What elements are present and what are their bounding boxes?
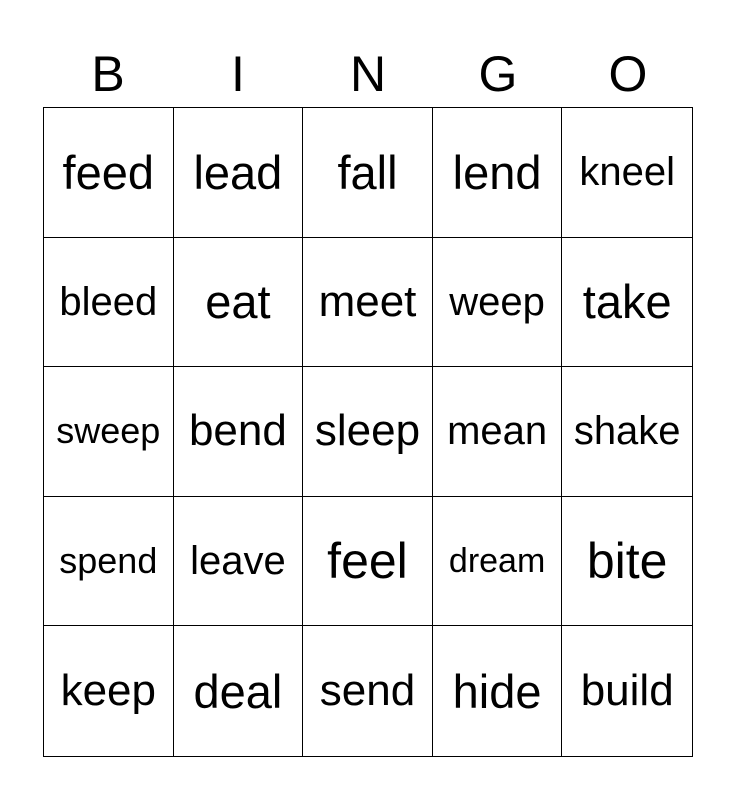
cell-word: bite [586,533,668,590]
bingo-cell[interactable] [303,108,433,238]
cell-word: take [582,275,672,329]
bingo-cell[interactable] [562,367,692,497]
cell-word: bleed [59,279,158,324]
bingo-cell[interactable] [433,108,563,238]
cell-word: dream [448,542,546,581]
bingo-cell[interactable] [562,108,692,238]
bingo-cell[interactable] [174,238,304,368]
cell-word: lend [452,145,542,199]
cell-word: feel [327,533,408,590]
cell-word: build [580,666,674,716]
bingo-cell[interactable] [562,238,692,368]
cell-word: spend [59,540,158,582]
bingo-cell[interactable] [303,497,433,627]
bingo-cell[interactable] [44,626,174,756]
bingo-cell[interactable] [303,367,433,497]
cell-word: mean [447,409,548,454]
bingo-cell[interactable] [174,108,304,238]
bingo-cell[interactable] [44,238,174,368]
cell-word: deal [193,664,283,718]
cell-word: fall [337,145,398,199]
cell-word: meet [318,276,417,326]
cell-word: send [319,666,416,716]
cell-word: sweep [56,410,161,452]
bingo-cell[interactable] [174,626,304,756]
cell-word: bend [188,406,287,456]
cell-word: sleep [314,406,421,456]
bingo-cell[interactable] [562,497,692,627]
bingo-cell[interactable] [44,108,174,238]
bingo-cell[interactable] [433,367,563,497]
bingo-grid [43,107,693,757]
cell-word: hide [452,664,542,718]
bingo-cell[interactable] [433,626,563,756]
bingo-cell[interactable] [433,238,563,368]
header-letter-g: G [478,46,518,102]
bingo-cell[interactable] [303,238,433,368]
header-letter-i: I [231,46,245,102]
bingo-cell[interactable] [433,497,563,627]
bingo-cell[interactable] [174,497,304,627]
bingo-cell[interactable] [44,497,174,627]
cell-word: kneel [579,150,675,195]
cell-word: feed [62,145,155,199]
cell-word: shake [573,409,681,454]
cell-word: eat [205,275,271,329]
cell-word: lead [193,145,283,199]
cell-word: weep [449,279,545,324]
cell-word: keep [60,666,156,716]
cell-word: leave [190,539,286,584]
header-letter-b: B [91,46,125,102]
header-letter-o: O [608,46,648,102]
bingo-cell[interactable] [562,626,692,756]
header-letter-n: N [349,46,387,102]
bingo-cell[interactable] [303,626,433,756]
bingo-cell[interactable] [174,367,304,497]
bingo-cell[interactable] [44,367,174,497]
bingo-header [43,44,693,104]
